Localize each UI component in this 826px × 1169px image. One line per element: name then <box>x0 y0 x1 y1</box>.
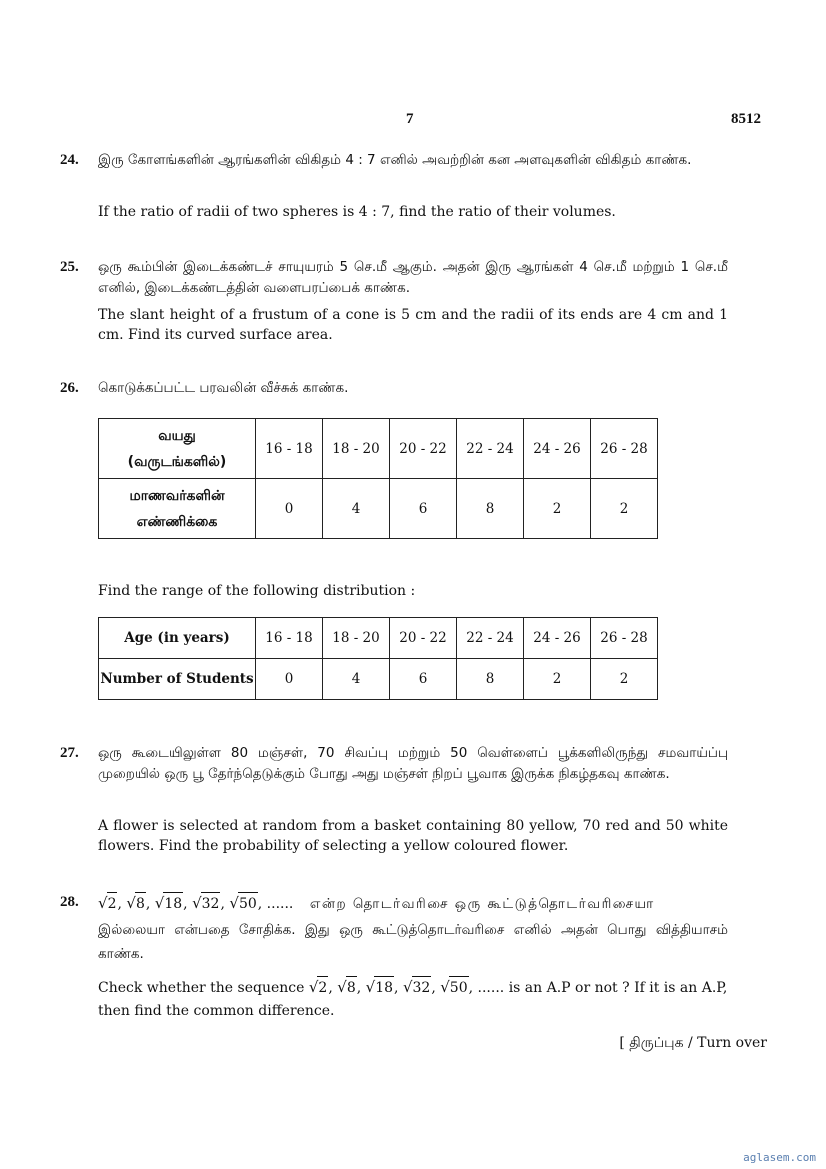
table-row <box>99 618 658 659</box>
table-cell: 16 - 18 <box>256 419 323 479</box>
question-text-english: If the ratio of radii of two spheres is 4 : 7, find the ratio of their volumes. <box>98 204 616 220</box>
table-cell: 22 - 24 <box>457 618 524 659</box>
sqrt-term: √32 <box>192 896 220 912</box>
question-text-english: The slant height of a frustum of a cone is 5 cm and the radii of its ends are 4 cm and 1 cm. Find its curved surface area. <box>98 307 728 343</box>
table-header-cell: Age (in years) <box>99 618 256 659</box>
question-number: 25. <box>60 259 79 275</box>
sequence-line-tamil: √2, √8, √18, √32, √50, ...... என்ற தொடர்வரிசை ஒரு கூட்டுத்தொடர்வரிசையா <box>98 892 728 915</box>
table-cell: 24 - 26 <box>524 618 591 659</box>
table-cell: 20 - 22 <box>390 618 457 659</box>
table-cell: 26 - 28 <box>591 419 658 479</box>
page-number: 7 <box>406 111 414 127</box>
question-text-tamil: என்ற தொடர்வரிசை ஒரு கூட்டுத்தொடர்வரிசையா <box>309 896 655 912</box>
table-row <box>99 479 658 539</box>
table-cell: 20 - 22 <box>390 419 457 479</box>
table-cell: 18 - 20 <box>323 618 390 659</box>
table-cell: 2 <box>591 659 658 700</box>
table-header-cell: Number of Students <box>99 659 256 700</box>
table-cell: 2 <box>524 479 591 539</box>
table-cell: 26 - 28 <box>591 618 658 659</box>
sqrt-term: √8 <box>126 896 145 912</box>
question-text-english: then find the common difference. <box>98 1003 335 1019</box>
question-number: 24. <box>60 152 79 168</box>
table-cell: 8 <box>457 479 524 539</box>
table-header-cell: வயது (வருடங்களில்) <box>99 419 256 479</box>
table-cell: 4 <box>323 659 390 700</box>
sqrt-term: √18 <box>155 896 183 912</box>
watermark: aglasem.com <box>743 1151 816 1164</box>
question-text-tamil: இரு கோளங்களின் ஆரங்களின் விகிதம் 4 : 7 எனில் அவற்றின் கன அளவுகளின் விகிதம் காண்க. <box>98 152 692 168</box>
question-text-tamil: கொடுக்கப்பட்ட பரவலின் வீச்சுக் காண்க. <box>98 380 349 396</box>
distribution-table-english <box>98 617 658 700</box>
paper-code: 8512 <box>731 111 761 127</box>
sqrt-term: √2 <box>309 980 328 996</box>
sqrt-term: √2 <box>98 896 117 912</box>
distribution-table-tamil <box>98 418 658 539</box>
table-cell: 2 <box>591 479 658 539</box>
question-text-tamil: ஒரு கூம்பின் இடைக்கண்டச் சாயுயரம் 5 செ.மீ ஆகும். அதன் இரு ஆரங்கள் 4 செ.மீ மற்றும் 1 செ.மீ எனில், இடைக்கண்டத்தின் வளைபரப்பைக் காண்க. <box>98 259 728 296</box>
ellipsis: ...... <box>477 980 505 996</box>
sqrt-term: √50 <box>440 980 468 996</box>
sqrt-term: √50 <box>229 896 257 912</box>
table-row <box>99 659 658 700</box>
question-number: 27. <box>60 745 79 761</box>
question-text-english: Find the range of the following distribution : <box>98 583 416 599</box>
question-number: 26. <box>60 380 79 396</box>
table-header-cell: மாணவர்களின் எண்ணிக்கை <box>99 479 256 539</box>
table-cell: 4 <box>323 479 390 539</box>
table-cell: 2 <box>524 659 591 700</box>
sqrt-term: √18 <box>366 980 394 996</box>
question-number: 28. <box>60 894 79 910</box>
table-cell: 16 - 18 <box>256 618 323 659</box>
table-cell: 22 - 24 <box>457 419 524 479</box>
table-cell: 6 <box>390 659 457 700</box>
table-cell: 6 <box>390 479 457 539</box>
table-cell: 18 - 20 <box>323 419 390 479</box>
turn-over-label: [ திருப்புக / Turn over <box>619 1035 767 1051</box>
table-cell: 0 <box>256 479 323 539</box>
ellipsis: ...... <box>266 896 294 912</box>
table-cell: 8 <box>457 659 524 700</box>
table-cell: 0 <box>256 659 323 700</box>
question-text-tamil: ஒரு கூடையிலுள்ள 80 மஞ்சள், 70 சிவப்பு மற்றும் 50 வெள்ளைப் பூக்களிலிருந்து சமவாய்ப்பு முறையில் ஒரு பூ தேர்ந்தெடுக்கும் போது அது மஞ்சள் நிறப் பூவாக இருக்க நிகழ்தகவு காண்க. <box>98 745 728 782</box>
sqrt-term: √8 <box>337 980 356 996</box>
sequence-line-english: Check whether the sequence √2, √8, √18, √32, √50, ...... is an A.P or not ? If it is an A.P, <box>98 976 730 999</box>
table-cell: 24 - 26 <box>524 419 591 479</box>
question-text-tamil: இல்லையா என்பதை சோதிக்க. இது ஒரு கூட்டுத்தொடர்வரிசை எனில் அதன் பொது வித்தியாசம் காண்க. <box>98 922 728 962</box>
question-text-english: is an A.P or not ? If it is an A.P, <box>508 980 728 996</box>
question-text-english: A flower is selected at random from a basket containing 80 yellow, 70 red and 50 white flowers. Find the probability of selecting a yellow coloured flower. <box>98 818 728 854</box>
sqrt-term: √32 <box>403 980 431 996</box>
table-row <box>99 419 658 479</box>
question-text-english: Check whether the sequence <box>98 980 305 996</box>
